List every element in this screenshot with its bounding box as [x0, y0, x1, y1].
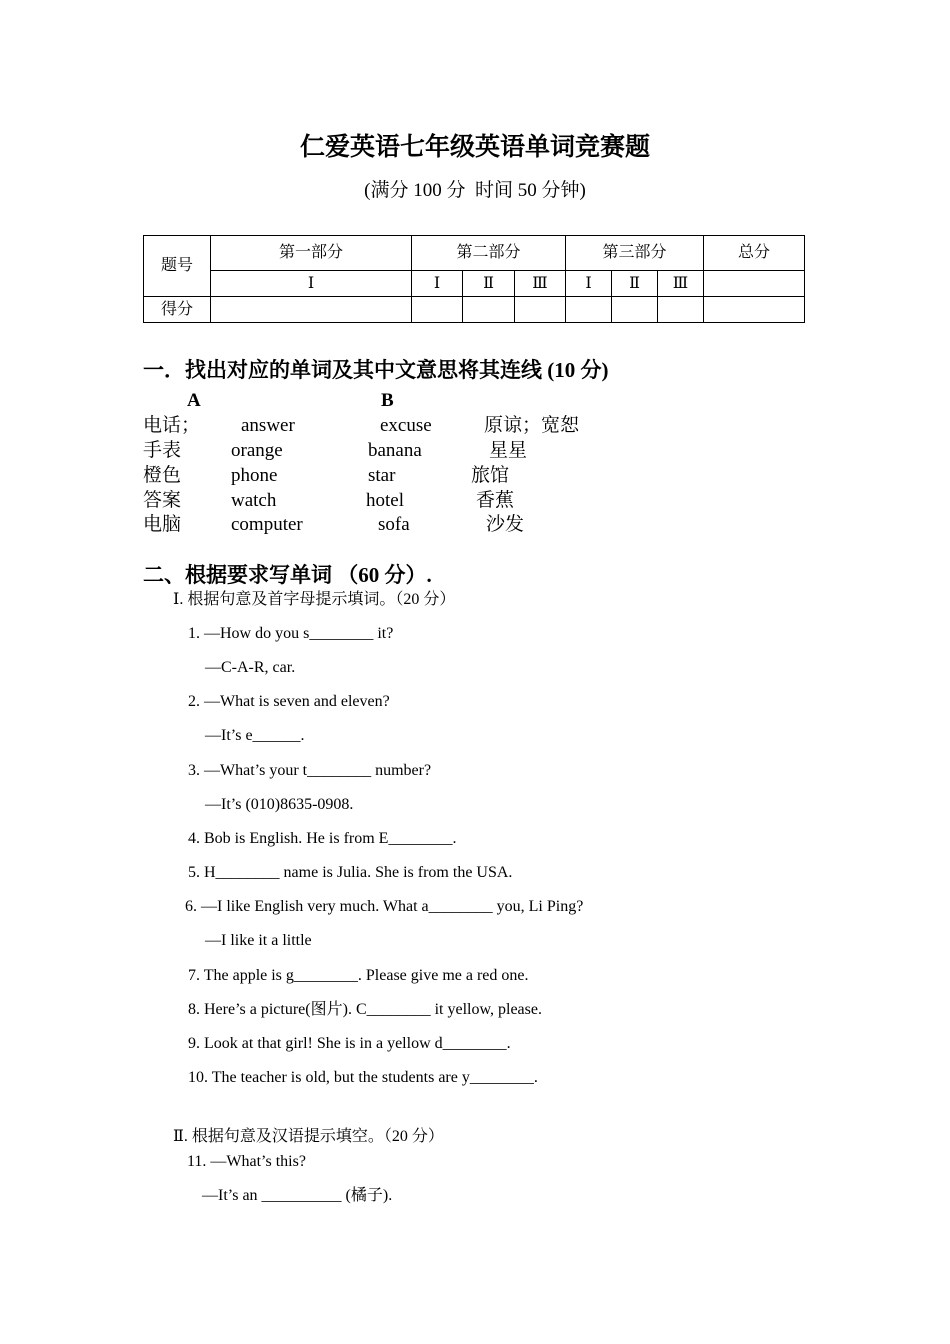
match-word-a: orange	[231, 440, 283, 461]
score-table-sub-label: Ⅲ	[658, 271, 704, 297]
score-table-part-1: 第一部分	[211, 236, 412, 271]
score-table-sub-label: Ⅰ	[211, 271, 412, 297]
match-left-cn: 手表	[143, 440, 182, 461]
part-2-heading: Ⅱ. 根据句意及汉语提示填空。（20 分）	[173, 1128, 444, 1145]
score-cell	[704, 297, 805, 323]
score-table-sub-label: Ⅱ	[612, 271, 658, 297]
document-subtitle: (满分 100 分 时间 50 分钟)	[364, 180, 586, 201]
question-2: 2. —What is seven and eleven?	[188, 693, 390, 710]
score-table-sub-label: Ⅰ	[566, 271, 612, 297]
score-table-total-label: 总分	[704, 236, 805, 271]
question-3-reply: —It’s (010)8635-0908.	[205, 796, 354, 813]
score-cell	[412, 297, 463, 323]
match-word-a: answer	[241, 415, 295, 436]
score-cell	[612, 297, 658, 323]
score-cell	[463, 297, 515, 323]
question-1-reply: —C-A-R, car.	[205, 659, 296, 676]
score-table-part-2: 第二部分	[412, 236, 566, 271]
score-table-sub-label: Ⅰ	[412, 271, 463, 297]
match-left-cn: 答案	[143, 490, 182, 511]
match-word-a: computer	[231, 514, 303, 535]
match-word-b: star	[368, 465, 396, 486]
match-right-cn: 香蕉	[476, 490, 515, 511]
question-10: 10. The teacher is old, but the students are y________.	[188, 1069, 538, 1086]
section-2-heading: 二、根据要求写单词 （60 分）.	[143, 563, 432, 587]
part-1-heading: Ⅰ. 根据句意及首字母提示填词。（20 分）	[173, 591, 456, 608]
column-b-label: B	[381, 390, 394, 411]
question-11: 11. —What’s this?	[187, 1153, 306, 1170]
score-table-sub-label: Ⅲ	[515, 271, 566, 297]
match-right-cn: 旅馆	[471, 465, 510, 486]
score-table	[143, 235, 805, 323]
question-6: 6. —I like English very much. What a________ you, Li Ping?	[185, 898, 584, 915]
match-word-a: phone	[231, 465, 278, 486]
match-word-b: sofa	[378, 514, 410, 535]
question-11-reply: —It’s an __________ (橘子).	[202, 1187, 393, 1204]
section-1-heading: 一．找出对应的单词及其中文意思将其连线 (10 分)	[143, 358, 609, 382]
question-2-reply: —It’s e______.	[205, 727, 305, 744]
match-right-cn: 原谅；宽恕	[484, 415, 580, 436]
score-table-empty-cell	[704, 271, 805, 297]
match-left-cn: 电脑	[143, 514, 182, 535]
score-table-part-3: 第三部分	[566, 236, 704, 271]
match-left-cn: 电话；	[143, 415, 201, 436]
question-9: 9. Look at that girl! She is in a yellow d________.	[188, 1035, 511, 1052]
match-word-b: hotel	[366, 490, 404, 511]
question-1: 1. —How do you s________ it?	[188, 625, 394, 642]
match-right-cn: 沙发	[486, 514, 525, 535]
question-3: 3. —What’s your t________ number?	[188, 762, 432, 779]
match-word-a: watch	[231, 490, 277, 511]
match-right-cn: 星星	[489, 440, 528, 461]
document-title: 仁爱英语七年级英语单词竞赛题	[299, 134, 650, 161]
score-cell	[566, 297, 612, 323]
match-word-b: excuse	[380, 415, 432, 436]
question-5: 5. H________ name is Julia. She is from the USA.	[188, 864, 513, 881]
match-left-cn: 橙色	[143, 465, 182, 486]
question-6-reply: —I like it a little	[205, 932, 312, 949]
question-7: 7. The apple is g________. Please give me a red one.	[188, 967, 529, 984]
column-a-label: A	[187, 390, 201, 411]
score-cell	[658, 297, 704, 323]
score-cell	[515, 297, 566, 323]
question-4: 4. Bob is English. He is from E________.	[188, 830, 457, 847]
score-table-score-label: 得分	[144, 297, 211, 323]
score-table-sub-label: Ⅱ	[463, 271, 515, 297]
score-table-header-label: 题号	[144, 236, 211, 297]
match-word-b: banana	[368, 440, 422, 461]
question-8: 8. Here’s a picture(图片). C________ it yellow, please.	[188, 1001, 542, 1018]
score-cell	[211, 297, 412, 323]
